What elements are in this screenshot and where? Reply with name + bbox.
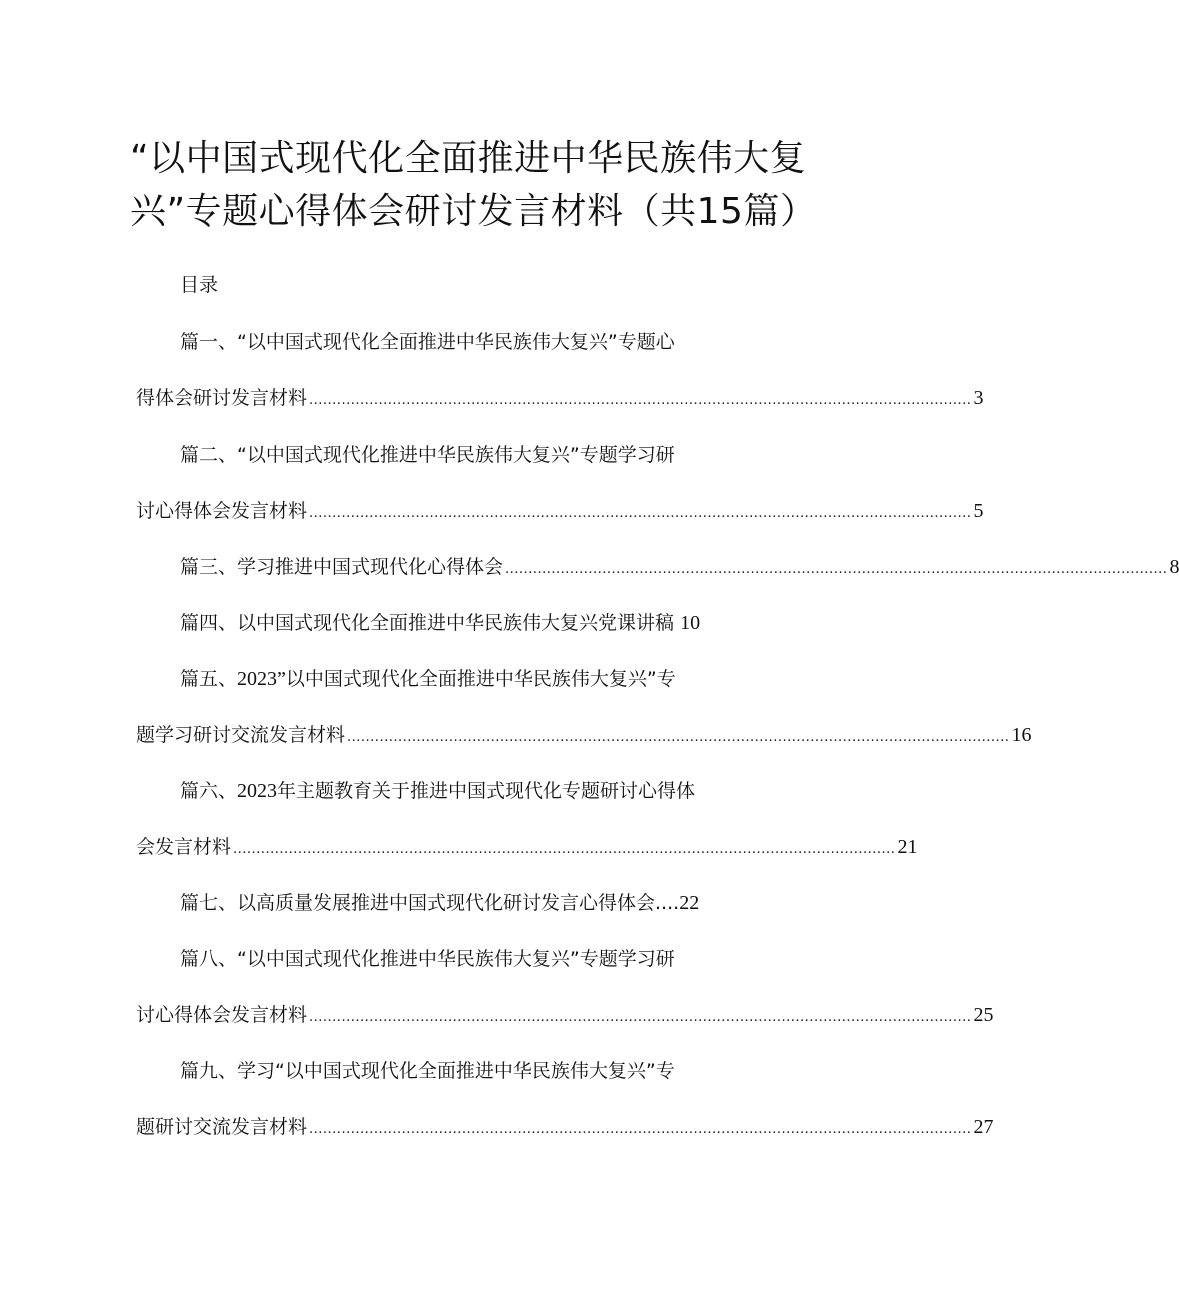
toc-entry-5-year: 2023” <box>237 668 286 690</box>
toc-entry-5-page: 16 <box>1011 724 1032 746</box>
toc-entry-8-page: 25 <box>973 1004 994 1026</box>
toc-entry-1-page: 3 <box>973 387 984 409</box>
title-line-2: 兴”专题心得体会研讨发言材料（共15篇） <box>130 191 817 232</box>
toc-leader-short: .... <box>655 892 680 914</box>
toc-entry-6-page: 21 <box>897 836 918 858</box>
toc-entry-7-page: 22 <box>679 892 700 914</box>
toc-leader: ............................................................................................................................................... <box>309 506 972 521</box>
toc-entry-3[interactable] <box>180 553 1179 584</box>
toc-entry-5-rest: 以中国式现代化全面推进中华民族伟大复兴”专 <box>285 668 676 690</box>
toc-entry-1-text: 得体会研讨发言材料 <box>136 387 308 409</box>
toc-entry-5-prefix: 篇五、 <box>180 668 238 690</box>
toc-leader: ............................................................................................................................................... <box>309 1010 972 1025</box>
toc-entry-6-prefix: 篇六、 <box>180 780 238 802</box>
toc-leader: ............................................................................................................................................... <box>309 1122 972 1137</box>
toc-entry-8-line-2[interactable] <box>136 1001 994 1032</box>
toc-entry-7-text: 篇七、以高质量发展推进中国式现代化研讨发言心得体会 <box>180 892 656 914</box>
toc-entry-4-page: 10 <box>680 612 701 634</box>
toc-leader: ............................................................................................................................................... <box>347 730 1010 745</box>
toc-entry-2-page: 5 <box>973 500 984 522</box>
toc-entry-8-text: 讨心得体会发言材料 <box>136 1004 308 1026</box>
title-line-1: “以中国式现代化全面推进中华民族伟大复 <box>130 138 807 179</box>
toc-entry-6-line-2[interactable] <box>136 833 918 864</box>
toc-entry-8-line-1[interactable]: 篇八、“以中国式现代化推进中华民族伟大复兴”专题学习研 <box>180 948 675 970</box>
toc-entry-3-text: 篇三、学习推进中国式现代化心得体会 <box>180 556 504 578</box>
toc-entry-5-text: 题学习研讨交流发言材料 <box>136 724 346 746</box>
toc-heading: 目录 <box>180 274 219 296</box>
toc-entry-7[interactable] <box>180 889 699 917</box>
toc-entry-9-line-2[interactable] <box>136 1113 994 1144</box>
toc-entry-2-line-2[interactable] <box>136 497 984 528</box>
toc-entry-6-line-1[interactable] <box>180 777 695 805</box>
toc-entry-6-rest: 年主题教育关于推进中国式现代化专题研讨心得体 <box>277 780 696 802</box>
toc-leader: ............................................................................................................................................... <box>309 393 972 408</box>
toc-entry-4-text: 篇四、以中国式现代化全面推进中华民族伟大复兴党课讲稿 <box>180 612 675 634</box>
toc-leader: ............................................................................................................................................... <box>505 562 1168 577</box>
toc-entry-9-page: 27 <box>973 1116 994 1138</box>
toc-entry-2-line-1[interactable]: 篇二、“以中国式现代化推进中华民族伟大复兴”专题学习研 <box>180 444 675 466</box>
toc-entry-9-text: 题研讨交流发言材料 <box>136 1116 308 1138</box>
toc-entry-4[interactable] <box>180 609 700 637</box>
toc-entry-5-line-2[interactable] <box>136 721 1032 752</box>
toc-entry-1-line-2[interactable] <box>136 384 984 415</box>
document-title <box>130 132 817 238</box>
toc-entry-6-text: 会发言材料 <box>136 836 232 858</box>
toc-entry-5-line-1[interactable] <box>180 665 676 693</box>
toc-leader: ............................................................................................................................................... <box>233 842 896 857</box>
toc-entry-6-year: 2023 <box>237 780 278 802</box>
toc-entry-1-line-1[interactable]: 篇一、“以中国式现代化全面推进中华民族伟大复兴”专题心 <box>180 331 675 353</box>
toc-entry-9-line-1[interactable]: 篇九、学习“以中国式现代化全面推进中华民族伟大复兴”专 <box>180 1060 675 1082</box>
toc-entry-3-page: 8 <box>1169 556 1179 578</box>
toc-entry-2-text: 讨心得体会发言材料 <box>136 500 308 522</box>
